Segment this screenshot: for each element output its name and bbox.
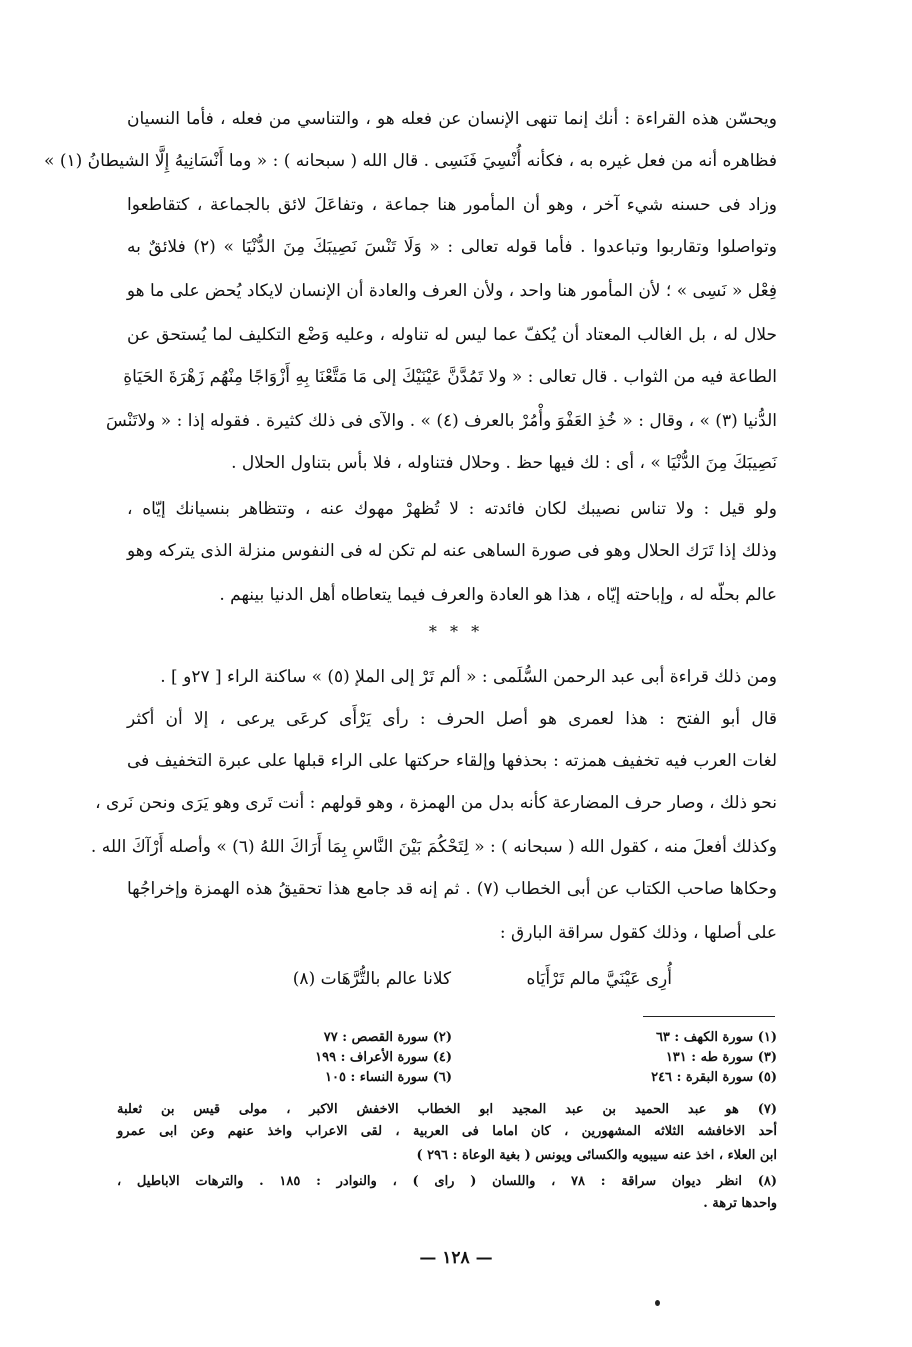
ink-speck	[655, 1300, 660, 1306]
footnote-line: (٨) انظر ديوان سراقة : ٧٨ ، واللسان ( راى ) ، والنوادر : ١٨٥ . والترهات الاباطيل ،	[117, 1174, 778, 1189]
body-line: وزاد فى حسنه شيء آخر ، وهو أن المأمور هنا جماعة ، وتفاعَلَ لائق بالجماعة ، كتقاطعوا	[127, 195, 777, 215]
footnote: (٤) سورة الأعراف : ١٩٩	[315, 1050, 452, 1065]
body-line: وكذلك أفعلَ منه ، كقول الله ( سبحانه ) : « لِتَحْكُمَ بَيْنَ النَّاسِ بِمَا أَرَاكَ اللهُ (٦) » وأصله أَرْآكَ الله .	[90, 837, 777, 857]
footnote-line: ابن العلاء ، اخذ عنه سيبويه والكسائى ويونس ( بغية الوعاة : ٢٩٦ )	[416, 1148, 777, 1163]
body-line: فِعْل « نَسِى » ؛ لأن المأمور هنا واحد ، ولأن العرف والعادة أن الإنسان لايكاد يُحض على ما هو	[126, 281, 777, 301]
body-line: نَصِيبَكَ مِنَ الدُّنْيَا » ، أى : لك فيها حظ . وحلال فتناوله ، فلا بأس بتناول الحلال .	[231, 453, 777, 473]
body-line: قال أبو الفتح : هذا لعمرى هو أصل الحرف : رأى يَرْأَى كرعَى يرعى ، إلا أن أكثر	[127, 709, 777, 729]
footnotes-grid	[127, 1030, 777, 1090]
body-line: ومن ذلك قراءة أبى عبد الرحمن السُّلَمى : « ألم تَرْ إلى الملإ (٥) » ساكنة الراء [ ٢٧و ] .	[160, 667, 777, 687]
body-line: الدُّنيا (٣) » ، وقال : « خُذِ العَفْوَ وأْمُرْ بالعرف (٤) » . والآى فى ذلك كثيرة . فقوله إذا : « ولاتَنْسَ	[105, 411, 777, 431]
body-line: ولو قيل : ولا تناس نصيبك لكان فائدته : لا تُظهرْ مهوك عنه ، وتتظاهر بنسيانك إيّاه ،	[127, 499, 777, 519]
footnote-row	[127, 1050, 777, 1070]
body-line: الطاعة فيه من الثواب . قال تعالى : « ولا تَمُدَّنَّ عَيْنَيْكَ إلى مَا مَتَّعْنَا بِهِ أَزْوَاجًا مِنْهُم زَهْرَةَ الحَيَاةِ	[123, 367, 777, 387]
body-line: فظاهره أنه من فعل غيره به ، فكأنه أُنْسِيَ فَنَسِى . قال الله ( سبحانه ) : « وما أَنْسَانِيهُ إِلَّا الشيطانُ (١) »	[44, 151, 777, 171]
verse-hemistich: كلانا عالم بالتُّرَّهَات (٨)	[292, 969, 452, 989]
section-separator: * * *	[428, 622, 484, 641]
body-line: لغات العرب فيه تخفيف همزته : بحذفها وإلقاء حركتها على الراء قبلها على عبرة التخفيف فى	[127, 751, 777, 771]
footnote-line: (٧) هو عبد الحميد بن عبد المجيد ابو الخطاب الاخفش الاكبر ، مولى قيس بن ثعلبة	[117, 1102, 777, 1117]
footnote-line: واحدها ترهة .	[703, 1196, 777, 1211]
body-line: عالم بحلّه له ، وإباحته إيّاه ، هذا هو العادة والعرف فيما يتعاطاه أهل الدنيا بينهم .	[219, 585, 777, 605]
body-line: على أصلها ، وذلك كقول سراقة البارق :	[499, 923, 777, 943]
page-number: — ١٢٨ —	[419, 1248, 493, 1268]
body-line: نحو ذلك ، وصار حرف المضارعة كأنه بدل من الهمزة ، وهو قولهم : أنت تَرى وهو يَرَى ونحن نَرى ،	[95, 793, 777, 813]
poetry-verse	[127, 966, 777, 992]
verse-hemistich: أُرِى عَيْنَيَّ مالم تَرْأَيَاه	[526, 969, 672, 989]
footnote: (١) سورة الكهف : ٦٣	[655, 1030, 777, 1045]
footnote-divider	[643, 1016, 775, 1017]
footnote: (٦) سورة النساء : ١٠٥	[324, 1070, 452, 1085]
body-line: وحكاها صاحب الكتاب عن أبى الخطاب (٧) . ثم إنه قد جامع هذا تحقيقُ هذه الهمزة وإخراجُها	[127, 879, 777, 899]
body-line: وذلك إذا تَرَك الحلال وهو فى صورة الساهى عنه لم تكن له فى النفوس منزلة الذى يتركه وهو	[127, 541, 777, 561]
body-line: وتواصلوا وتقاربوا وتباعدوا . فأما قوله تعالى : « وَلَا تَنْسَ نَصِيبَكَ مِنَ الدُّنْيَا » (٢) فلائقٌ به	[127, 237, 777, 257]
footnote: (٥) سورة البقرة : ٢٤٦	[651, 1070, 777, 1085]
footnote: (٢) سورة القصص : ٧٧	[323, 1030, 452, 1045]
footnote-line: أحد الاخافشه الثلاثه المشهورين ، كان اماما فى العربية ، لقى الاعراب واخذ عنهم وعن ابى عمرو	[117, 1124, 777, 1139]
footnote: (٣) سورة طه : ١٣١	[665, 1050, 777, 1065]
body-line: حلال له ، بل الغالب المعتاد أن يُكفّ عما ليس له تناوله ، وعليه وَضْع التكليف لما يُستحق عن	[127, 325, 777, 345]
body-line: ويحسّن هذه القراءة : أنك إنما تنهى الإنسان عن فعله هو ، والتناسي من فعله ، فأما النسيان	[127, 109, 777, 129]
footnote-row	[127, 1070, 777, 1090]
footnote-row	[127, 1030, 777, 1050]
